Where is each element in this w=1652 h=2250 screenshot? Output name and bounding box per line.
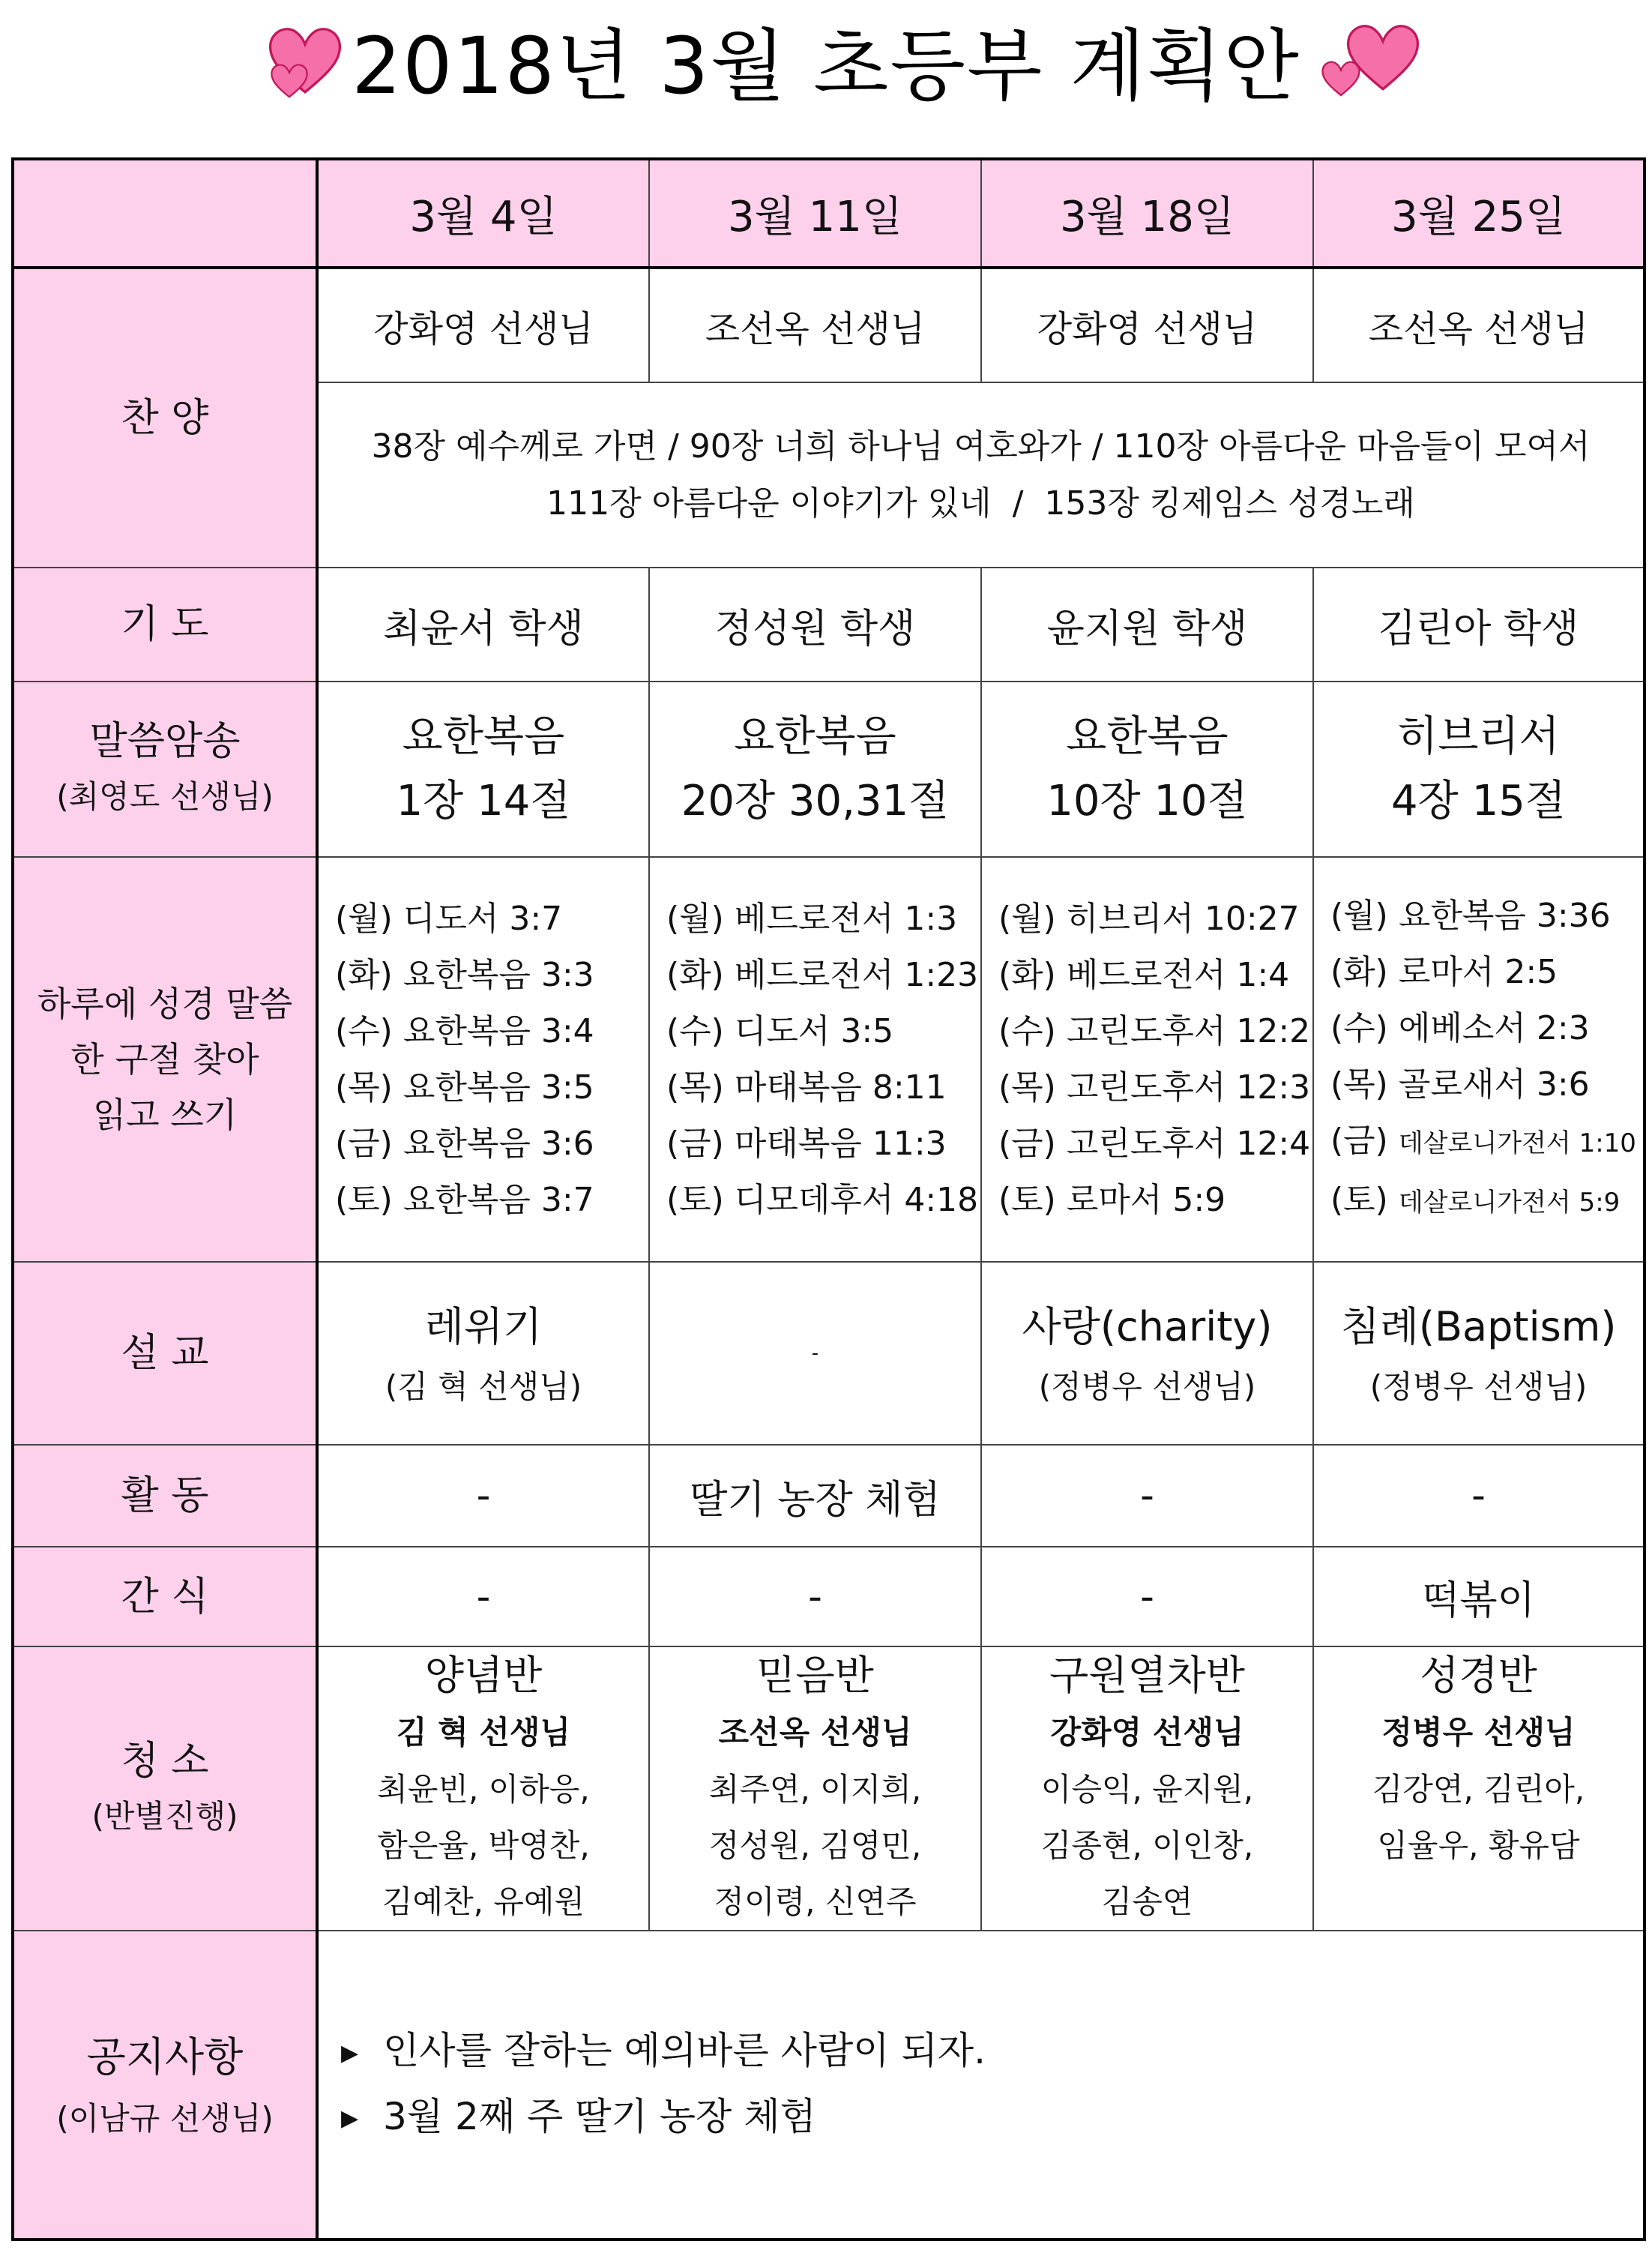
class-teacher: 정병우 선생님 xyxy=(1381,1714,1576,1751)
praise-leader: 조선옥 선생님 xyxy=(1313,268,1645,382)
snack-label: 간 식 xyxy=(13,1547,317,1646)
memory-book: 요한복음 xyxy=(1066,712,1229,761)
class-members: 이승익, 윤지원, xyxy=(1040,1771,1254,1808)
prayer-student: 최윤서 학생 xyxy=(317,568,649,682)
daily-item: (월) 히브리서 10:27 xyxy=(998,900,1300,938)
page-title: 2018년 3월 초등부 계획안 xyxy=(352,20,1300,112)
memory-row xyxy=(13,682,1645,857)
date-cell: 3월 4일 xyxy=(317,159,649,268)
sermon-title: 레위기 xyxy=(424,1303,543,1350)
daily-item: (금) 고린도후서 12:4 xyxy=(998,1125,1311,1163)
daily-item: (화) 로마서 2:5 xyxy=(1330,953,1558,991)
prayer-row xyxy=(13,568,1645,682)
class-members: 김종현, 이인창, xyxy=(1040,1827,1254,1864)
cleaning-label: 청 소 xyxy=(121,1738,209,1784)
memory-label-cell xyxy=(13,682,317,857)
praise-songs xyxy=(317,382,1645,568)
triangle-right-icon: ▶ xyxy=(341,2105,359,2132)
class-members: 최윤빈, 이하응, xyxy=(377,1771,590,1808)
daily-item: (수) 디도서 3:5 xyxy=(666,1012,894,1050)
corner-cell xyxy=(13,159,317,268)
sermon-title: - xyxy=(811,1342,819,1365)
class-teacher: 강화영 선생님 xyxy=(1050,1714,1244,1751)
prayer-student: 김린아 학생 xyxy=(1313,568,1645,682)
daily-item: (토) 디모데후서 4:18 xyxy=(666,1181,979,1219)
daily-cell xyxy=(1313,857,1645,1262)
cleaning-cell xyxy=(1313,1646,1645,1931)
sermon-teacher: (정병우 선생님) xyxy=(1369,1368,1588,1405)
praise-leader: 강화영 선생님 xyxy=(317,268,649,382)
cleaning-sub: (반별진행) xyxy=(91,1797,238,1835)
notice-item: ▶ 3월 2째 주 딸기 농장 체험 xyxy=(341,2085,1643,2151)
notice-row xyxy=(13,1931,1645,2240)
memory-verse: 10장 10절 xyxy=(1046,777,1248,825)
sermon-label: 설 교 xyxy=(13,1262,317,1445)
praise-leader: 강화영 선생님 xyxy=(981,268,1313,382)
daily-cell xyxy=(317,857,649,1262)
cleaning-cell xyxy=(981,1646,1313,1931)
snack-row xyxy=(13,1547,1645,1646)
daily-item: (화) 베드로전서 1:23 xyxy=(666,956,979,994)
daily-item: (월) 요한복음 3:36 xyxy=(1330,897,1611,935)
activity-cell: - xyxy=(981,1445,1313,1547)
daily-item: (화) 베드로전서 1:4 xyxy=(998,956,1290,994)
memory-book: 요한복음 xyxy=(734,712,896,761)
memory-book: 히브리서 xyxy=(1397,712,1560,761)
daily-item: (토) 요한복음 3:7 xyxy=(335,1181,594,1219)
daily-cell xyxy=(649,857,981,1262)
daily-item: (금) 데살로니가전서 1:10 xyxy=(1330,1122,1636,1160)
daily-item: (목) 마태복음 8:11 xyxy=(666,1068,947,1107)
class-members: 함은율, 박영찬, xyxy=(377,1827,590,1864)
cleaning-cell xyxy=(649,1646,981,1931)
daily-item: (목) 요한복음 3:5 xyxy=(335,1068,594,1107)
activity-cell: - xyxy=(1313,1445,1645,1547)
class-members: 김송연 xyxy=(1101,1883,1193,1920)
daily-cell xyxy=(981,857,1313,1262)
class-members: 임율우, 황유담 xyxy=(1377,1827,1580,1864)
activity-cell: - xyxy=(317,1445,649,1547)
class-members: 정이령, 신연주 xyxy=(714,1883,917,1920)
snack-cell: - xyxy=(317,1547,649,1646)
daily-item: (목) 골로새서 3:6 xyxy=(1330,1065,1590,1104)
activity-label: 활 동 xyxy=(13,1445,317,1547)
daily-item: (화) 요한복음 3:3 xyxy=(335,956,594,994)
date-row xyxy=(13,159,1645,268)
class-members: 김강연, 김린아, xyxy=(1372,1771,1585,1808)
memory-label: 말씀암송 xyxy=(89,719,241,764)
notice-label-cell xyxy=(13,1931,317,2240)
songs-line: 111장 아름다운 이야기가 있네 / 153장 킹제임스 성경노래 xyxy=(546,484,1415,523)
memory-verse: 1장 14절 xyxy=(396,777,571,825)
date-cell: 3월 25일 xyxy=(1313,159,1645,268)
praise-leader-row xyxy=(13,268,1645,382)
memory-cell xyxy=(1313,682,1645,857)
sermon-teacher: (정병우 선생님) xyxy=(1038,1368,1256,1405)
class-teacher: 김 혁 선생님 xyxy=(396,1714,571,1751)
daily-item: (금) 요한복음 3:6 xyxy=(335,1125,594,1163)
heart-icon xyxy=(1342,16,1424,99)
snack-cell: - xyxy=(981,1547,1313,1646)
notice-label: 공지사항 xyxy=(86,2033,244,2081)
activity-row xyxy=(13,1445,1645,1547)
cleaning-cell xyxy=(317,1646,649,1931)
class-members: 정성원, 김영민, xyxy=(708,1827,922,1864)
daily-item: (목) 고린도후서 12:3 xyxy=(998,1068,1311,1107)
sermon-teacher: (김 혁 선생님) xyxy=(385,1368,582,1405)
cleaning-row xyxy=(13,1646,1645,1931)
daily-item: (수) 요한복음 3:4 xyxy=(335,1012,594,1050)
class-name: 구원열차반 xyxy=(1049,1652,1245,1699)
activity-cell: 딸기 농장 체험 xyxy=(649,1445,981,1547)
triangle-right-icon: ▶ xyxy=(341,2039,359,2066)
memory-book: 요한복음 xyxy=(402,712,565,761)
class-name: 믿음반 xyxy=(756,1652,874,1699)
title-area xyxy=(0,0,1652,142)
prayer-student: 정성원 학생 xyxy=(649,568,981,682)
daily-label: 읽고 쓰기 xyxy=(92,1095,238,1135)
daily-item: (금) 마태복음 11:3 xyxy=(666,1125,947,1163)
class-name: 양념반 xyxy=(424,1652,543,1699)
class-members: 김예찬, 유예원 xyxy=(382,1883,585,1920)
praise-leader: 조선옥 선생님 xyxy=(649,268,981,382)
memory-cell xyxy=(317,682,649,857)
date-cell: 3월 18일 xyxy=(981,159,1313,268)
notice-teacher: (이남규 선생님) xyxy=(56,2099,274,2137)
daily-item: (월) 디도서 3:7 xyxy=(335,900,563,938)
daily-label-cell xyxy=(13,857,317,1262)
sermon-cell xyxy=(1313,1262,1645,1445)
daily-item: (수) 고린도후서 12:2 xyxy=(998,1012,1311,1050)
sermon-cell xyxy=(649,1262,981,1445)
sermon-row xyxy=(13,1262,1645,1445)
daily-item: (수) 에베소서 2:3 xyxy=(1330,1009,1590,1047)
memory-verse: 4장 15절 xyxy=(1391,777,1566,825)
sermon-title: 사랑(charity) xyxy=(1022,1303,1273,1350)
cleaning-label-cell xyxy=(13,1646,317,1931)
prayer-student: 윤지원 학생 xyxy=(981,568,1313,682)
daily-item: (토) 데살로니가전서 5:9 xyxy=(1330,1181,1621,1219)
memory-teacher: (최영도 선생님) xyxy=(56,778,274,815)
plan-table xyxy=(11,157,1646,2241)
snack-cell: - xyxy=(649,1547,981,1646)
sermon-title: 침례(Baptism) xyxy=(1340,1303,1617,1350)
notice-item: ▶ 인사를 잘하는 예의바른 사람이 되자. xyxy=(341,2019,1643,2085)
daily-label: 하루에 성경 말씀 xyxy=(37,984,293,1024)
daily-label: 한 구절 찾아 xyxy=(70,1039,259,1080)
memory-verse: 20장 30,31절 xyxy=(681,777,950,825)
daily-item: (월) 베드로전서 1:3 xyxy=(666,900,958,938)
snack-cell: 떡볶이 xyxy=(1313,1547,1645,1646)
praise-label: 찬 양 xyxy=(13,268,317,568)
prayer-label: 기 도 xyxy=(13,568,317,682)
daily-item: (토) 로마서 5:9 xyxy=(998,1181,1226,1219)
notice-body xyxy=(317,1931,1645,2240)
daily-row xyxy=(13,857,1645,1262)
songs-line: 38장 예수께로 가면 / 90장 너희 하나님 여호와가 / 110장 아름다운 마음들이 모여서 xyxy=(371,427,1591,466)
sermon-cell xyxy=(981,1262,1313,1445)
memory-cell xyxy=(649,682,981,857)
memory-cell xyxy=(981,682,1313,857)
class-members: 최주연, 이지희, xyxy=(708,1771,922,1808)
class-teacher: 조선옥 선생님 xyxy=(718,1714,912,1751)
sermon-cell xyxy=(317,1262,649,1445)
class-name: 성경반 xyxy=(1420,1652,1537,1699)
date-cell: 3월 11일 xyxy=(649,159,981,268)
